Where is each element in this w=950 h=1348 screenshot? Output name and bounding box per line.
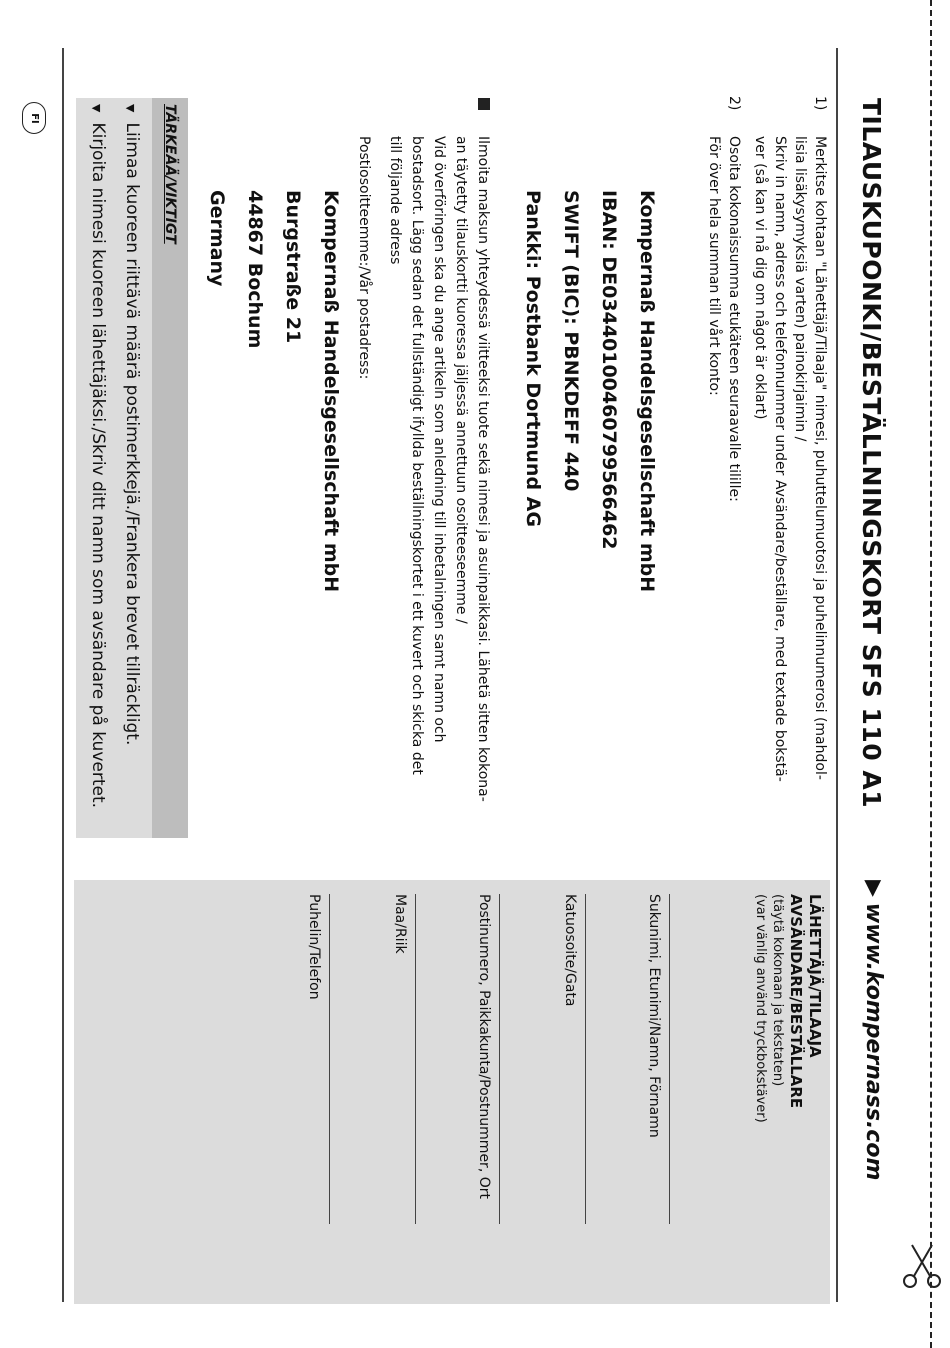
important-heading: TÄRKEÄÄ/VIKTIGT	[152, 98, 188, 838]
field-line	[415, 894, 416, 1224]
sender-heading	[786, 894, 824, 1108]
sender-sub-line: (var vänlig använd tryckbokstäver)	[753, 894, 768, 1123]
note-line: Vid överföringen ska du ange artikeln som anledning till inbetalningen samt namn och	[431, 136, 447, 743]
note-line: an täytetty tilauskortti kuoressa jäljessä annettuun osoitteeseemme /	[453, 136, 469, 624]
arrow-icon: ▶	[861, 880, 886, 897]
field-line	[329, 894, 330, 1224]
step-line: ver (så kan vi nå dig om något är oklart)	[752, 136, 768, 420]
address-city: 44867 Bochum	[244, 190, 266, 349]
note-line: till följande adress	[387, 136, 403, 265]
bank-name: Pankki: Postbank Dortmund AG	[522, 190, 544, 527]
field-country[interactable]: Maa/Riik	[392, 894, 408, 954]
sender-form	[74, 880, 830, 1304]
important-box	[76, 98, 188, 838]
important-item	[88, 104, 108, 808]
sender-heading-line: LÄHETTÄJÄ/TILAAJA	[806, 894, 824, 1058]
field-phone[interactable]: Puhelin/Telefon	[306, 894, 322, 1000]
field-line	[669, 894, 670, 1224]
address-company: Kompernaß Handelsgesellschaft mbH	[320, 190, 342, 593]
step-line: Merkitse kohtaan "Lähettäjä/Tilaaja" nimesi, puhuttelumuotosi ja puhelinnumerosi (mahdol-	[812, 136, 828, 780]
instructions	[698, 96, 830, 826]
step-2	[704, 96, 744, 826]
important-item-text: Kirjoita nimesi kuoreen lähettäjäksi./Skriv ditt namn som avsändare på kuvertet.	[88, 122, 108, 809]
field-street[interactable]: Katuosoite/Gata	[562, 894, 578, 1007]
bank-swift: SWIFT (BIC): PBNKDEFF 440	[560, 190, 582, 492]
important-item	[122, 104, 142, 745]
address-country: Germany	[206, 190, 228, 287]
field-line	[499, 894, 500, 1224]
page-marker-label: FI	[28, 112, 40, 124]
step-1	[750, 96, 830, 826]
step-line: Skriv in namn, adress och telefonnummer under Avsändare/beställare, med textade bokstä-	[772, 136, 788, 782]
field-postcode-city[interactable]: Postinumero, Paikkakunta/Postnummer, Ort	[476, 894, 492, 1199]
note-line: Ilmoita maksun yhteydessä viitteeksi tuote sekä nimesi ja asuinpaikkasi. Lähetä sitten kokona-	[475, 136, 491, 802]
address-street: Burgstraße 21	[282, 190, 304, 344]
triangle-bullet-icon: ▼	[124, 104, 137, 113]
field-line	[585, 894, 586, 1224]
step-line: För över hela summan till vårt konto:	[706, 136, 722, 396]
step-line: Osoita kokonaissumma etukäteen seuraavalle tilille:	[726, 136, 742, 502]
important-item-text: Liimaa kuoreen riittävä määrä postimerkkejä./Frankera brevet tillräckligt.	[122, 122, 142, 746]
sender-sub-line: (täytä kokonaan ja tekstaten)	[770, 894, 785, 1087]
payment-note	[384, 96, 494, 816]
website-text: www.kompernass.com	[861, 902, 886, 1181]
note-line: bostadsort. Lägg sedan det fullständigt ifyllda beställningskortet i ett kuvert och skicka det	[409, 136, 425, 775]
sender-instructions	[752, 894, 786, 1123]
square-bullet-icon	[478, 98, 490, 110]
bank-iban: IBAN: DE03440100460799566462	[598, 190, 620, 550]
postal-label: Postiosoitteemme:/Vår postadress:	[356, 136, 372, 380]
step-number: 2)	[726, 96, 742, 111]
step-line: lisia lisäkysymyksiä varten) painokirjaimin /	[792, 136, 808, 442]
sender-heading-line: AVSÄNDARE/BESTÄLLARE	[787, 894, 805, 1109]
triangle-bullet-icon: ▼	[90, 104, 103, 113]
step-number: 1)	[812, 96, 828, 111]
page-title: TILAUSKUPONKI/BESTÄLLNINGSKORT SFS 110 A1	[857, 98, 886, 809]
website-link[interactable]	[861, 880, 886, 1180]
bank-company: Kompernaß Handelsgesellschaft mbH	[636, 190, 658, 593]
field-name[interactable]: Sukunimi, Etunimi/Namn, Förnamn	[646, 894, 662, 1138]
